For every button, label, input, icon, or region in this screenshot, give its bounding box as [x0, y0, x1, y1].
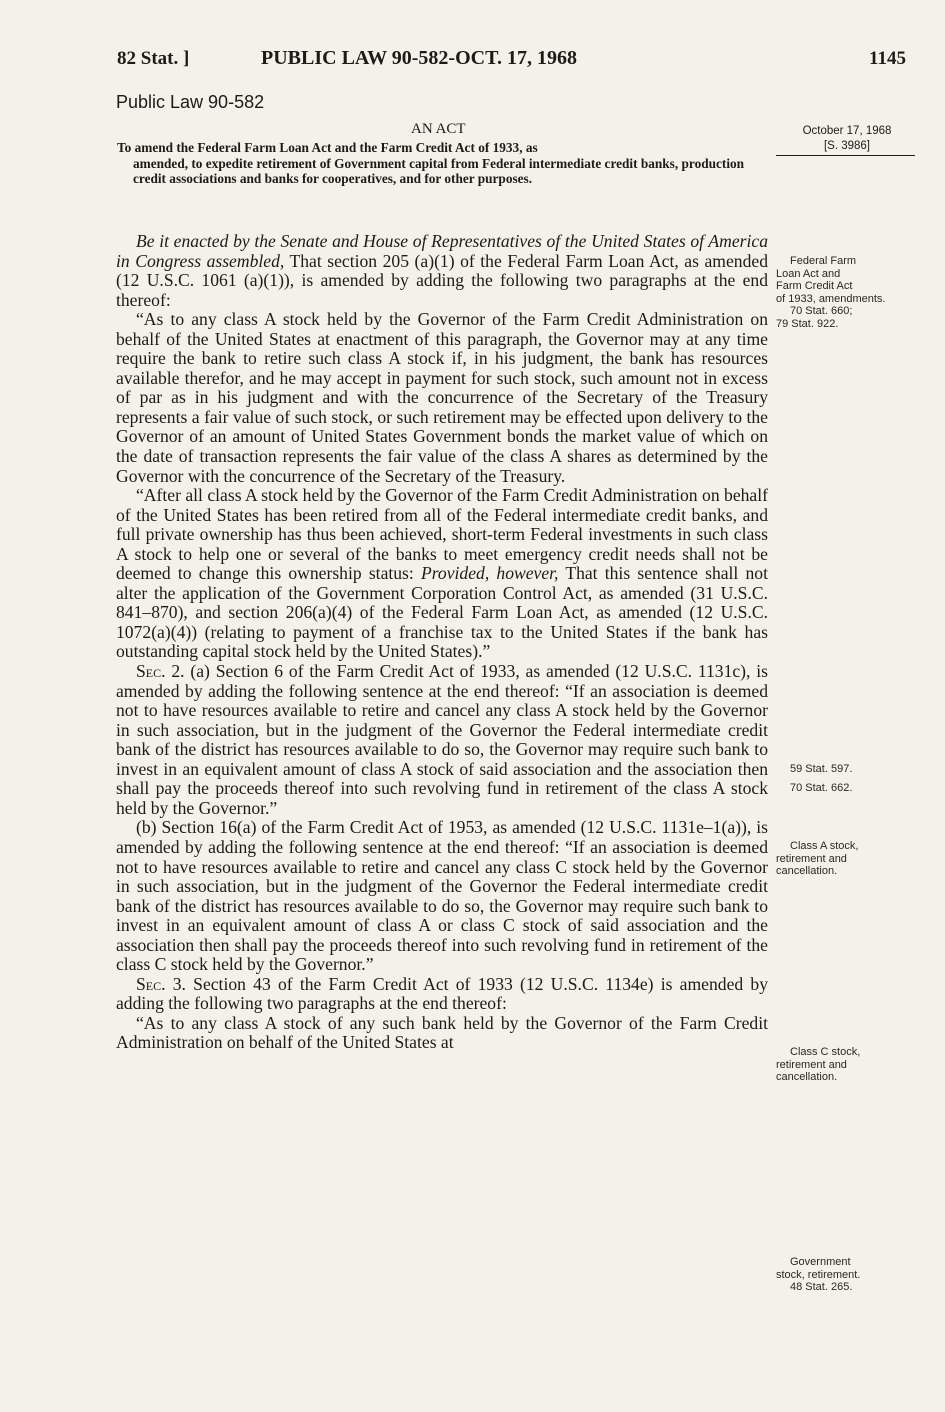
note-line: Loan Act and	[776, 267, 841, 280]
note-line: cancellation.	[776, 865, 838, 877]
enacting-clause: Be it enacted by the Senate and House of Representatives of the United States of America in Congress assembled,	[116, 231, 768, 271]
sec3-text: Section 43 of the Farm Credit Act of 1933 (12 U.S.C. 1134e) is amended by adding the following two paragraphs at the end thereof:	[116, 973, 768, 1014]
header-title: PUBLIC LAW 90-582-OCT. 17, 1968	[261, 47, 577, 69]
note-line: Government	[790, 1256, 851, 1268]
margin-note-class-c	[776, 1046, 916, 1084]
note-line: of 1933, amendments.	[776, 292, 886, 305]
note-line: 48 Stat. 265.	[790, 1281, 853, 1293]
section-3	[116, 975, 768, 1014]
paragraph-class-a-retire: “As to any class A stock held by the Governor of the Farm Credit Administration on behalf of the United States at enactment of this paragraph, the Governor may at any time require the bank to retire such class A stock if, in his judgment, the bank has resources available therefor, and he may accept in payment for such stock, such amount not in excess of par as in his judgment and with the concurrence of the Secretary of the Treasury represents a fair value of such stock, or such retirement may be effected upon delivery to the Governor of an amount of United States Government bonds the market value of which on the date of transaction represents the fair value of the class A shares as determined by the Governor with the concurrence of the Secretary of the Treasury.	[116, 309, 768, 486]
act-purpose-first: To amend the Federal Farm Loan Act and the Farm Credit Act of 1933, as	[117, 140, 538, 155]
enacting-paragraph	[116, 232, 768, 310]
note-line: 59 Stat. 597.	[790, 763, 853, 775]
date-rule	[776, 155, 915, 156]
paragraph-last: “As to any class A stock of any such bank held by the Governor of the Farm Credit Administration on behalf of the United States at	[116, 1012, 768, 1053]
margin-note-stat-refs	[776, 760, 916, 798]
act-body	[116, 232, 768, 1053]
note-line: Class C stock,	[790, 1046, 861, 1058]
note-line: cancellation.	[776, 1071, 838, 1083]
note-line: 70 Stat. 660;	[790, 305, 853, 317]
header-page-number: 1145	[869, 48, 906, 69]
margin-note-class-a	[776, 840, 916, 878]
paragraph-ownership	[116, 486, 768, 662]
note-line: retirement and	[776, 852, 847, 865]
enactment-date	[780, 124, 914, 154]
note-line: Federal Farm	[790, 255, 857, 267]
p1-text: That section 205 (a)(1) of the Federal Farm Loan Act, as amended (12 U.S.C. 1061 (a)(1)), is amended by adding the following two paragraphs at the end thereof:	[116, 250, 768, 310]
public-law-title: Public Law 90-582	[116, 92, 265, 112]
margin-note-farm-loan	[776, 255, 916, 330]
act-label: AN ACT	[411, 121, 466, 137]
note-line: Class A stock,	[790, 840, 859, 852]
note-line: Farm Credit Act	[776, 280, 853, 292]
p3-text-b: That this sentence shall not alter the application of the Government Corporation Control Act, as amended (31 U.S.C. 841–870), and section 206(a)(4) of the Federal Farm Loan Act, as amended (12 U.S.C. 1072(a)(4)) (relating to payment of a franchise tax to the United States if the bank has outstanding capital stock held by the United States).”	[116, 563, 768, 662]
margin-note-government-stock	[776, 1256, 916, 1294]
date-text: October 17, 1968	[802, 125, 892, 137]
note-line: 70 Stat. 662.	[790, 782, 853, 794]
sec2-label: Sec. 2.	[136, 661, 185, 682]
p3-text-a: “After all class A stock held by the Governor of the Farm Credit Administration on behalf of the United States has been retired from all of the Federal intermediate credit banks, and full private ownership has thus been achieved, short-term Federal investments in such class A stock to help one or several of the banks to meet emergency credit needs shall not be deemed to change this ownership status:	[116, 485, 768, 584]
section-2a	[116, 662, 768, 818]
sec2a-text: (a) Section 6 of the Farm Credit Act of 1933, as amended (12 U.S.C. 1131c), is amended by adding the following sentence at the end thereof: “If an association is deemed not to have resources available to retire and cancel any class A stock held by the Governor in such association, but in the judgment of the Governor the Federal intermediate credit bank of the district has resources available to do so, the Governor may require such bank to invest in an equivalent amount of class A stock of said association and the association then shall pay the proceeds thereof into such revolving fund in retirement of the class A stock held by the Governor.”	[116, 661, 768, 818]
section-2b: (b) Section 16(a) of the Farm Credit Act of 1953, as amended (12 U.S.C. 1131e–1(a)), is amended by adding the following sentence at the end thereof: “If an association is deemed not to have resources available to retire and cancel any class C stock held by the Governor in such association, but in the judgment of the Governor the Federal intermediate credit bank of the district has resources available to do so, the Governor may require such bank to invest in an equivalent amount of class A or class C stock of said association and the association then shall pay the proceeds thereof into such revolving fund in retirement of the class C stock held by the Governor.”	[116, 817, 768, 975]
sec3-label: Sec. 3.	[136, 973, 186, 994]
note-line: stock, retirement.	[776, 1268, 861, 1281]
act-purpose	[117, 140, 767, 187]
note-line: retirement and	[776, 1058, 847, 1071]
act-purpose-rest: amended, to expedite retirement of Government capital from Federal intermediate credit banks, production credit associations and banks for cooperatives, and for other purposes.	[133, 155, 745, 186]
bill-number: [S. 3986]	[823, 140, 871, 152]
note-line: 79 Stat. 922.	[776, 317, 839, 330]
proviso: Provided, however,	[420, 563, 559, 584]
header-stat: 82 Stat. ]	[117, 48, 190, 69]
